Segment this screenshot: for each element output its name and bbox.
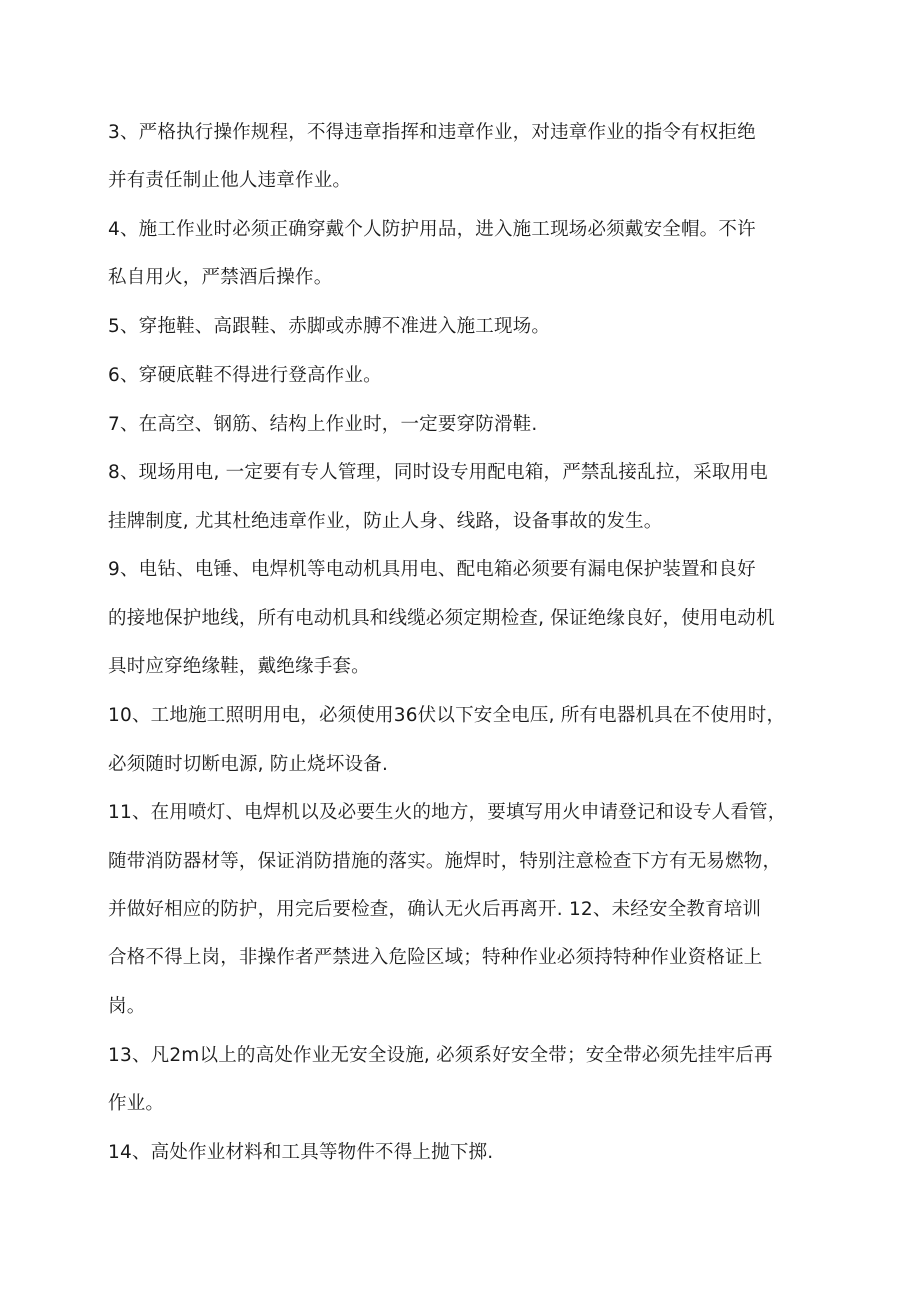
text-line: 3、严格执行操作规程，不得违章指挥和违章作业，对违章作业的指令有权拒绝 [108, 122, 756, 143]
text-line: 10、工地施工照明用电，必须使用36伏以下安全电压, 所有电器机具在不使用时， [108, 705, 786, 726]
text-line: 的接地保护地线，所有电动机具和线缆必须定期检查, 保证绝缘良好，使用电动机 [108, 608, 775, 629]
text-line: 岗。 [108, 996, 146, 1017]
text-line: 合格不得上岗，非操作者严禁进入危险区域；特种作业必须持特种作业资格证上 [108, 947, 763, 968]
text-line: 作业。 [108, 1093, 165, 1114]
text-line: 私自用火，严禁酒后操作。 [108, 267, 333, 288]
text-line: 4、施工作业时必须正确穿戴个人防护用品，进入施工现场必须戴安全帽。不许 [108, 219, 756, 240]
text-line: 随带消防器材等，保证消防措施的落实。施焊时，特别注意检查下方有无易燃物， [108, 851, 782, 872]
text-line: 5、穿拖鞋、高跟鞋、赤脚或赤膊不准进入施工现场。 [108, 316, 551, 337]
text-line: 14、高处作业材料和工具等物件不得上抛下掷. [108, 1142, 494, 1163]
text-line: 13、凡2m以上的高处作业无安全设施, 必须系好安全带；安全带必须先挂牢后再 [108, 1045, 773, 1066]
text-line: 6、穿硬底鞋不得进行登高作业。 [108, 365, 382, 386]
text-line: 7、在高空、钢筋、结构上作业时，一定要穿防滑鞋. [108, 414, 538, 435]
text-line: 9、电钻、电锤、电焊机等电动机具用电、配电箱必须要有漏电保护装置和良好 [108, 559, 756, 580]
text-line: 并有责任制止他人违章作业。 [108, 170, 352, 191]
text-line: 8、现场用电, 一定要有专人管理，同时设专用配电箱，严禁乱接乱拉，采取用电 [108, 462, 768, 483]
text-line: 并做好相应的防护，用完后要检查，确认无火后再离开. 12、未经安全教育培训 [108, 899, 762, 920]
text-line: 具时应穿绝缘鞋，戴绝缘手套。 [108, 656, 370, 677]
text-line: 11、在用喷灯、电焊机以及必要生火的地方，要填写用火申请登记和设专人看管， [108, 802, 787, 823]
text-line: 必须随时切断电源, 防止烧坏设备. [108, 754, 389, 775]
text-line: 挂牌制度, 尤其杜绝违章作业，防止人身、线路，设备事故的发生。 [108, 511, 663, 532]
